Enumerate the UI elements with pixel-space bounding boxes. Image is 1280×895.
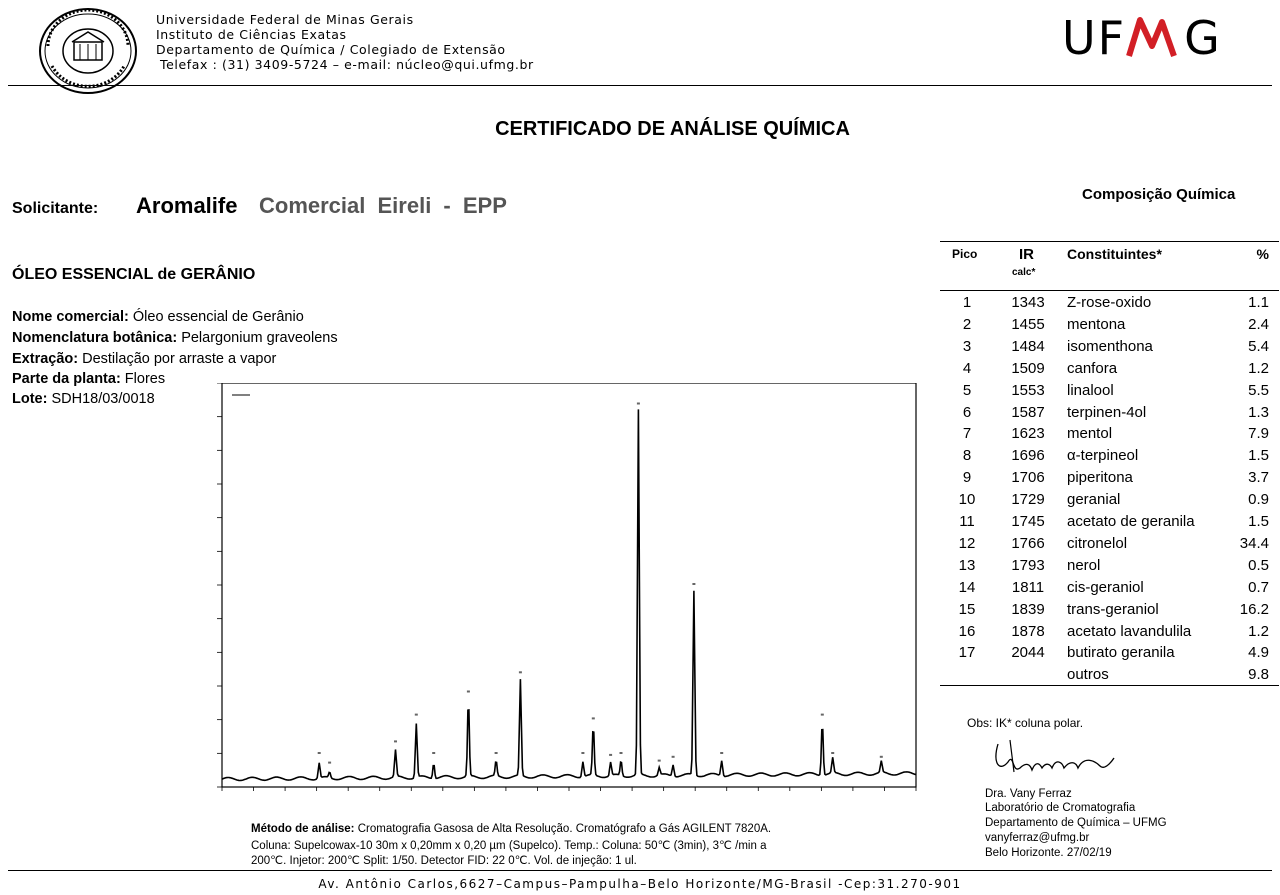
ir-cell: 1793 <box>1011 556 1045 574</box>
peak-label-mark <box>318 752 321 754</box>
table-row <box>940 623 1279 645</box>
table-row <box>940 425 1279 447</box>
peak-label-mark <box>328 762 331 764</box>
constituent-cell: Z-rose-oxido <box>1067 294 1152 311</box>
certificate-title: CERTIFICADO DE ANÁLISE QUÍMICA <box>495 118 850 140</box>
method-line-3: 200℃. Injetor: 200℃ Split: 1/50. Detector FID: 22 0℃. Vol. de injeção: 1 ul. <box>251 855 637 867</box>
peak-cell: 5 <box>962 381 972 399</box>
chromatogram <box>200 383 920 803</box>
constituent-cell: piperitona <box>1067 469 1133 487</box>
peak-cell: 1 <box>962 294 972 311</box>
table-row <box>940 316 1279 338</box>
percent-cell: 1.5 <box>1248 447 1269 465</box>
info-label: Parte da planta: <box>12 371 121 387</box>
ir-cell: 1766 <box>1011 534 1045 552</box>
info-commercial-name <box>12 309 304 325</box>
signer-department: Departamento de Química – UFMG <box>985 817 1167 829</box>
constituent-cell: nerol <box>1067 556 1101 574</box>
ir-cell: 1745 <box>1011 513 1045 530</box>
percent-cell: 5.5 <box>1248 381 1269 399</box>
peak-cell: 17 <box>958 644 976 662</box>
percent-cell: 1.2 <box>1248 359 1269 377</box>
percent-cell: 16.2 <box>1239 600 1269 618</box>
signature-image <box>990 734 1120 784</box>
info-botanical-name <box>12 330 338 346</box>
peak-label-mark <box>432 752 435 754</box>
constituent-cell: cis-geraniol <box>1067 578 1144 596</box>
peak-label-mark <box>658 760 661 762</box>
peak-label-mark <box>720 752 723 754</box>
requester-name-rest: Comercial Eireli - EPP <box>259 193 507 218</box>
info-value: Pelargonium graveolens <box>177 330 338 346</box>
peak-cell: 12 <box>958 534 976 552</box>
ufmg-logo <box>1062 12 1222 64</box>
university-seal <box>36 6 140 96</box>
peak-label-mark <box>609 754 612 756</box>
constituent-cell: isomenthona <box>1067 337 1153 355</box>
header-contact: Telefax : (31) 3409-5724 – e-mail: núcleo@qui.ufmg.br <box>160 57 534 72</box>
peak-cell: 7 <box>962 425 972 443</box>
footer-divider <box>8 870 1272 871</box>
ir-cell: 1839 <box>1011 600 1045 618</box>
chart-ticks <box>217 383 916 791</box>
header-percent: % <box>1256 246 1269 262</box>
table-row <box>940 382 1279 404</box>
table-bottom-rule <box>940 685 1279 686</box>
peak-label-mark <box>519 671 522 673</box>
method-line-1 <box>251 823 771 835</box>
chart-frame <box>222 383 916 787</box>
table-row <box>940 294 1279 316</box>
info-value: Destilação por arraste a vapor <box>78 351 277 367</box>
header-institute: Instituto de Ciências Exatas <box>156 27 347 42</box>
ir-cell: 1343 <box>1011 294 1045 311</box>
percent-cell: 0.9 <box>1248 491 1269 509</box>
constituent-cell: mentol <box>1067 425 1113 443</box>
method-label: Método de análise: <box>251 823 355 835</box>
constituent-cell: citronelol <box>1067 534 1128 552</box>
method-line-2: Coluna: Supelcowax-10 30m x 0,20mm x 0,20 µm (Supelco). Temp.: Coluna: 50℃ (3min), 3℃ /min a <box>251 840 767 852</box>
header-department: Departamento de Química / Colegiado de Extensão <box>156 42 506 57</box>
table-row <box>940 644 1279 666</box>
peak-cell: 11 <box>959 513 975 530</box>
table-row <box>940 447 1279 469</box>
logo-m-mark <box>1126 14 1184 60</box>
table-row <box>940 491 1279 513</box>
peak-label-mark <box>394 740 397 742</box>
table-row <box>940 535 1279 557</box>
constituent-cell: linalool <box>1067 381 1114 399</box>
ir-cell: 1484 <box>1011 337 1045 355</box>
peak-label-mark <box>692 583 695 585</box>
constituent-cell: geranial <box>1067 491 1121 509</box>
peak-label-mark <box>495 752 498 754</box>
constituent-cell: acetato lavandulila <box>1067 622 1192 640</box>
constituent-cell: acetato de geranila <box>1067 513 1195 530</box>
peak-cell: 15 <box>958 600 976 618</box>
ir-cell: 1553 <box>1011 381 1045 399</box>
header-ir-sub: calc* <box>1012 267 1036 278</box>
ir-cell: 1696 <box>1011 447 1045 465</box>
requester-name-first: Aromalife <box>136 193 238 218</box>
logo-text-right: G <box>1184 11 1222 65</box>
table-row <box>940 469 1279 491</box>
info-value: Flores <box>120 371 166 387</box>
logo-text-left: UF <box>1062 11 1127 65</box>
observation-note: Obs: IK* coluna polar. <box>967 716 1084 730</box>
percent-cell: 1.5 <box>1248 513 1269 530</box>
constituent-cell: canfora <box>1067 359 1118 377</box>
ir-cell: 1729 <box>1011 491 1045 509</box>
chart-trace <box>222 409 916 780</box>
footer-address: Av. Antônio Carlos,6627–Campus–Pampulha–Belo Horizonte/MG-Brasil -Cep:31.270-901 <box>318 877 962 891</box>
peak-cell: 8 <box>962 447 972 465</box>
constituent-cell: butirato geranila <box>1067 644 1175 662</box>
table-top-rule <box>940 241 1279 242</box>
info-value: Óleo essencial de Gerânio <box>128 309 304 325</box>
constituent-cell: terpinen-4ol <box>1067 403 1147 421</box>
percent-cell: 1.3 <box>1248 403 1269 421</box>
table-row <box>940 579 1279 601</box>
signer-name: Dra. Vany Ferraz <box>985 788 1072 800</box>
percent-cell: 5.4 <box>1248 337 1269 355</box>
header-constituents: Constituintes* <box>1067 246 1162 262</box>
peak-label-mark <box>831 752 834 754</box>
peak-cell: 14 <box>958 578 976 596</box>
percent-cell: 4.9 <box>1248 644 1269 662</box>
info-plant-part <box>12 371 165 387</box>
peak-cell: 4 <box>962 359 972 377</box>
table-row <box>940 360 1279 382</box>
table-row <box>940 404 1279 426</box>
table-header-rule <box>940 290 1279 291</box>
info-label: Extração: <box>12 351 79 367</box>
table-row <box>940 513 1279 535</box>
table-row <box>940 601 1279 623</box>
peak-marks <box>318 403 883 764</box>
ir-cell: 1455 <box>1011 315 1045 333</box>
constituent-cell: trans-geraniol <box>1067 600 1159 618</box>
header-peak: Pico <box>952 247 978 261</box>
peak-cell: 6 <box>962 403 972 421</box>
signer-date: Belo Horizonte. 27/02/19 <box>985 847 1112 859</box>
peak-cell: 3 <box>962 337 972 355</box>
composition-table <box>940 241 1279 686</box>
percent-cell: 9.8 <box>1248 666 1269 684</box>
ir-cell: 1811 <box>1011 578 1045 596</box>
peak-cell: 9 <box>962 469 972 487</box>
percent-cell: 3.7 <box>1248 469 1269 487</box>
info-label: Nome comercial: <box>12 309 129 325</box>
constituent-cell: α-terpineol <box>1067 447 1139 465</box>
header-ir: IR <box>1019 246 1034 263</box>
peak-label-mark <box>637 403 640 405</box>
peak-cell: 10 <box>958 491 976 509</box>
requester-label: Solicitante: <box>12 200 99 217</box>
percent-cell: 0.5 <box>1248 556 1269 574</box>
signer-email: vanyferraz@ufmg.br <box>985 832 1090 844</box>
method-text: Cromatografia Gasosa de Alta Resolução. Cromatógrafo a Gás AGILENT 7820A. <box>354 823 772 835</box>
percent-cell: 7.9 <box>1248 425 1269 443</box>
peak-label-mark <box>672 756 675 758</box>
peak-label-mark <box>620 752 623 754</box>
ir-cell: 1623 <box>1011 425 1045 443</box>
info-label: Nomenclatura botânica: <box>12 330 178 346</box>
percent-cell: 0.7 <box>1248 578 1269 596</box>
ir-cell: 2044 <box>1011 644 1045 662</box>
peak-label-mark <box>821 714 824 716</box>
signer-lab: Laboratório de Cromatografia <box>985 802 1136 814</box>
constituent-cell: outros <box>1067 666 1109 684</box>
table-row <box>940 557 1279 579</box>
peak-label-mark <box>415 714 418 716</box>
ir-cell: 1878 <box>1011 622 1045 640</box>
info-label: Lote: <box>12 391 48 407</box>
ir-cell: 1706 <box>1011 469 1045 487</box>
constituent-cell: mentona <box>1067 315 1126 333</box>
ir-cell: 1509 <box>1011 359 1045 377</box>
peak-cell: 2 <box>962 315 972 333</box>
peak-label-mark <box>467 691 470 693</box>
ir-cell: 1587 <box>1011 403 1045 421</box>
peak-label-mark <box>880 756 883 758</box>
product-title: ÓLEO ESSENCIAL de GERÂNIO <box>12 266 256 283</box>
header-university: Universidade Federal de Minas Gerais <box>156 12 414 27</box>
composition-title: Composição Química <box>1082 186 1236 203</box>
info-extraction <box>12 351 276 367</box>
percent-cell: 34.4 <box>1239 534 1269 552</box>
percent-cell: 1.2 <box>1248 622 1269 640</box>
info-lot <box>12 391 155 407</box>
percent-cell: 1.1 <box>1248 294 1269 311</box>
info-value: SDH18/03/0018 <box>47 391 155 407</box>
header-divider <box>8 85 1272 86</box>
peak-cell: 13 <box>958 556 976 574</box>
percent-cell: 2.4 <box>1248 315 1269 333</box>
peak-label-mark <box>581 752 584 754</box>
peak-label-mark <box>592 717 595 719</box>
table-row <box>940 338 1279 360</box>
peak-cell: 16 <box>958 622 976 640</box>
